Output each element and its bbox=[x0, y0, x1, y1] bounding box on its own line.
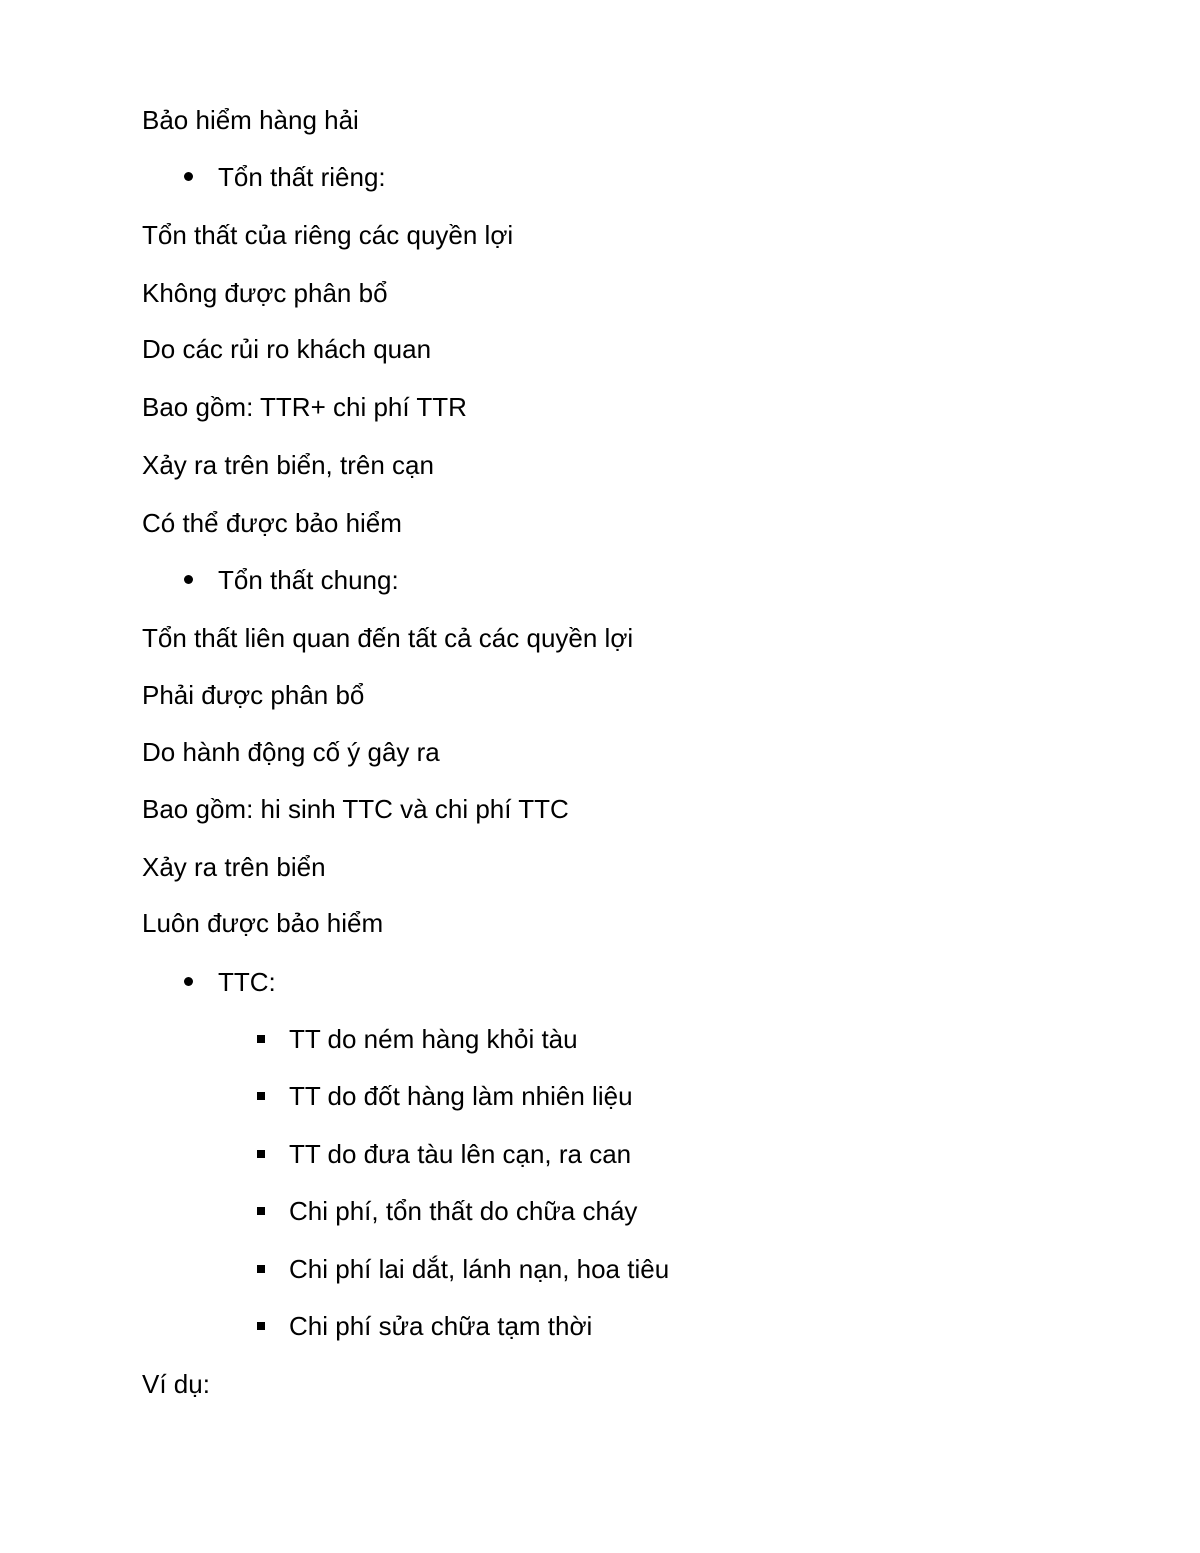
ttc-item-6: Chi phí sửa chữa tạm thời bbox=[289, 1311, 593, 1341]
ttc-item-5: Chi phí lai dắt, lánh nạn, hoa tiêu bbox=[289, 1254, 670, 1284]
ttc-item-2: TT do đốt hàng làm nhiên liệu bbox=[289, 1081, 633, 1111]
general-line-3: Do hành động cố ý gây ra bbox=[142, 737, 440, 767]
private-line-1: Tổn thất của riêng các quyền lợi bbox=[142, 220, 514, 250]
general-line-5: Xảy ra trên biển bbox=[142, 852, 326, 882]
general-line-2: Phải được phân bổ bbox=[142, 680, 365, 710]
bullet-square-icon bbox=[257, 1150, 265, 1158]
private-line-2: Không được phân bổ bbox=[142, 278, 388, 308]
section-heading-private: Tổn thất riêng: bbox=[218, 162, 386, 192]
section-heading-general: Tổn thất chung: bbox=[218, 565, 399, 595]
private-line-6: Có thể được bảo hiểm bbox=[142, 508, 402, 538]
private-line-5: Xảy ra trên biển, trên cạn bbox=[142, 450, 434, 480]
general-line-4: Bao gồm: hi sinh TTC và chi phí TTC bbox=[142, 794, 569, 824]
private-line-3: Do các rủi ro khách quan bbox=[142, 334, 432, 364]
example-label: Ví dụ: bbox=[142, 1369, 210, 1399]
bullet-square-icon bbox=[257, 1322, 265, 1330]
bullet-square-icon bbox=[257, 1207, 265, 1215]
bullet-square-icon bbox=[257, 1092, 265, 1100]
bullet-square-icon bbox=[257, 1265, 265, 1273]
bullet-square-icon bbox=[257, 1035, 265, 1043]
ttc-item-4: Chi phí, tổn thất do chữa cháy bbox=[289, 1196, 638, 1226]
document-title: Bảo hiểm hàng hải bbox=[142, 105, 359, 135]
ttc-item-3: TT do đưa tàu lên cạn, ra can bbox=[289, 1139, 632, 1169]
section-heading-ttc: TTC: bbox=[218, 967, 276, 997]
bullet-dot-icon bbox=[184, 172, 193, 181]
ttc-item-1: TT do ném hàng khỏi tàu bbox=[289, 1024, 578, 1054]
general-line-1: Tổn thất liên quan đến tất cả các quyền lợi bbox=[142, 623, 634, 653]
bullet-dot-icon bbox=[184, 575, 193, 584]
general-line-6: Luôn được bảo hiểm bbox=[142, 908, 384, 938]
private-line-4: Bao gồm: TTR+ chi phí TTR bbox=[142, 392, 467, 422]
bullet-dot-icon bbox=[184, 977, 193, 986]
